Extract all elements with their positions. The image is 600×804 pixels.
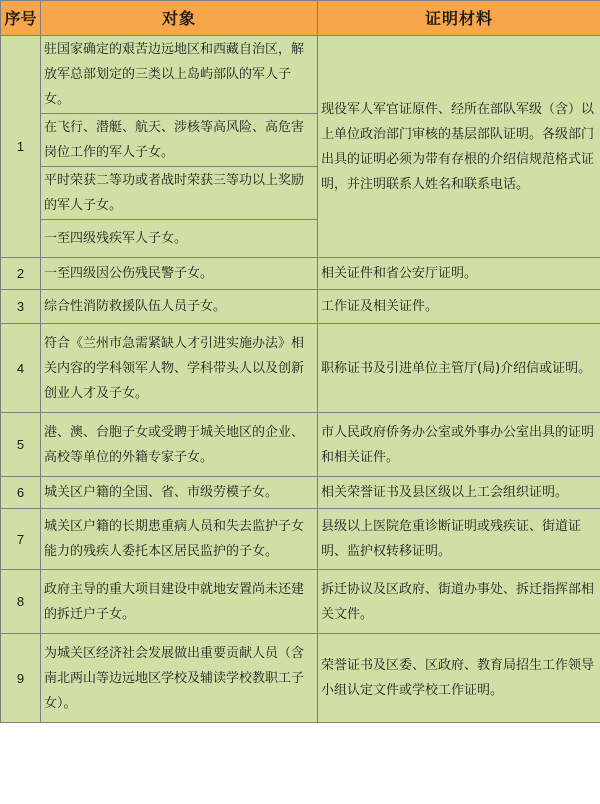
row-number: 4 [1,324,41,413]
object-cell: 政府主导的重大项目建设中就地安置尚未还建的拆迁户子女。 [41,570,318,634]
table-row [1,290,600,324]
object-cell: 港、澳、台胞子女或受聘于城关地区的企业、高校等单位的外籍专家子女。 [41,413,318,477]
table-row [1,36,600,114]
row-number: 8 [1,570,41,634]
table-row [1,477,600,509]
object-cell: 一至四级残疾军人子女。 [41,220,318,258]
material-cell: 相关荣誉证书及县区级以上工会组织证明。 [318,477,600,509]
object-cell: 综合性消防救援队伍人员子女。 [41,290,318,324]
material-cell: 荣誉证书及区委、区政府、教育局招生工作领导小组认定文件或学校工作证明。 [318,634,600,723]
row-number: 9 [1,634,41,723]
table-row [1,509,600,570]
material-cell: 现役军人军官证原件、经所在部队军级（含）以上单位政治部门审核的基层部队证明。各级部门出具的证明必须为带有存根的介绍信规范格式证明，并注明联系人姓名和联系电话。 [318,36,600,258]
table-row [1,413,600,477]
material-cell: 相关证件和省公安厅证明。 [318,258,600,290]
row-number: 3 [1,290,41,324]
header-row [1,1,600,36]
row-number: 5 [1,413,41,477]
row-number: 7 [1,509,41,570]
object-cell: 在飞行、潜艇、航天、涉核等高风险、高危害岗位工作的军人子女。 [41,114,318,167]
material-cell: 县级以上医院危重诊断证明或残疾证、街道证明、监护权转移证明。 [318,509,600,570]
object-cell: 城关区户籍的长期患重病人员和失去监护子女能力的残疾人委托本区居民监护的子女。 [41,509,318,570]
material-cell: 市人民政府侨务办公室或外事办公室出具的证明和相关证件。 [318,413,600,477]
object-cell: 平时荣获二等功或者战时荣获三等功以上奖励的军人子女。 [41,167,318,220]
table-row [1,324,600,413]
object-cell: 为城关区经济社会发展做出重要贡献人员（含南北两山等边远地区学校及辅读学校教职工子女）。 [41,634,318,723]
row-number: 1 [1,36,41,258]
object-cell: 符合《兰州市急需紧缺人才引进实施办法》相关内容的学科领军人物、学科带头人以及创新创业人才及子女。 [41,324,318,413]
material-cell: 拆迁协议及区政府、街道办事处、拆迁指挥部相关文件。 [318,570,600,634]
header-num: 序号 [1,1,41,36]
row-number: 2 [1,258,41,290]
material-cell: 工作证及相关证件。 [318,290,600,324]
header-object: 对象 [41,1,318,36]
table-row [1,634,600,723]
material-cell: 职称证书及引进单位主管厅(局)介绍信或证明。 [318,324,600,413]
object-cell: 城关区户籍的全国、省、市级劳模子女。 [41,477,318,509]
row-number: 6 [1,477,41,509]
table-row [1,258,600,290]
table-row [1,570,600,634]
object-cell: 一至四级因公伤残民警子女。 [41,258,318,290]
header-material: 证明材料 [318,1,600,36]
object-cell: 驻国家确定的艰苦边远地区和西藏自治区，解放军总部划定的三类以上岛屿部队的军人子女。 [41,36,318,114]
